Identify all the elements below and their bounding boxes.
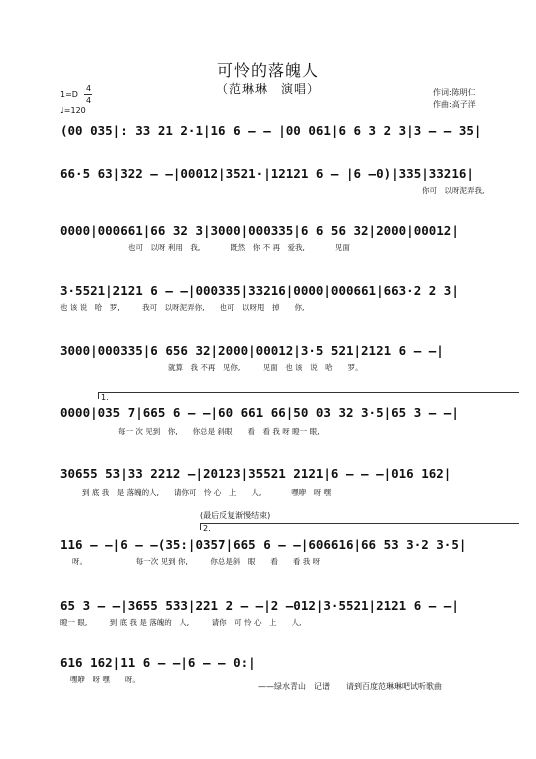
tempo-mark: ♩=120 xyxy=(60,106,86,115)
score-line-1-notes: (00 035|: 33 21 2·1|16 6 — — |00 061|6 6 3 2 3|3 — — 35| xyxy=(60,123,482,138)
score-line-8-notes: 116 — —|6 — —(35:|0357|665 6 — —|606616|66 53 3·2 3·5| xyxy=(60,537,467,552)
volta-2-bracket xyxy=(200,523,519,530)
score-line-10-notes: 616 162|11 6 — —|6 — — 0:| xyxy=(60,655,256,670)
key-signature: 1=D xyxy=(60,90,78,99)
volta-1-label: 1. xyxy=(101,393,109,402)
score-line-2-lyrics: 你可 以呀泥弄我, xyxy=(422,186,485,195)
score-line-6-notes: 0000|035 7|665 6 — —|60 661 66|50 03 32 3·5|65 3 — —| xyxy=(60,405,459,420)
time-signature-bottom: 4 xyxy=(86,96,92,105)
score-line-9-lyrics: 瞪一 眼, 到 底 我 是 落魄的 人, 请你 可 怜 心 上 人, xyxy=(60,618,302,627)
song-subtitle: （范琳琳 演唱） xyxy=(215,82,320,96)
time-signature-top: 4 xyxy=(86,84,92,93)
score-line-3-notes: 0000|000661|66 32 3|3000|000335|6 6 56 32|2000|00012| xyxy=(60,223,459,238)
score-line-10-lyrics: 嘿咿 呀 嘿 呀。 xyxy=(70,675,140,684)
time-signature-bar xyxy=(84,94,92,95)
score-line-2-notes: 66·5 63|322 — —|00012|3521·|12121 6 — |6 —0)|335|33216| xyxy=(60,166,474,181)
composer-credit: 作曲:高子洋 xyxy=(433,100,476,109)
score-line-5-notes: 3000|000335|6 656 32|2000|00012|3·5 521|2121 6 — —| xyxy=(60,343,444,358)
song-title: 可怜的落魄人 xyxy=(216,61,319,80)
score-line-7-lyrics: 到 底 我 是 落魄的人, 请你可 怜 心 上 人, 嘿咿 呀 嘿 xyxy=(82,488,332,497)
transcriber-credit: ——绿水青山 记谱 请到百度范琳琳吧试听歌曲 xyxy=(258,682,442,691)
repeat-instruction: (最后反复渐慢结束) xyxy=(200,511,271,520)
score-line-9-notes: 65 3 — —|3655 533|221 2 — —|2 —012|3·5521|2121 6 — —| xyxy=(60,598,459,613)
score-line-7-notes: 30655 53|33 2212 —|20123|35521 2121|6 — — —|016 162| xyxy=(60,466,452,481)
score-line-6-lyrics: 每一 次 见到 你, 你总是 斜眼 看 看 我 呀 瞪一 眼, xyxy=(118,427,320,436)
score-line-5-lyrics: 就算 我 不再 见你, 见面 也 该 说 哈 罗。 xyxy=(168,363,363,372)
lyricist-credit: 作词:陈明仁 xyxy=(433,88,476,97)
score-line-4-notes: 3·5521|2121 6 — —|000335|33216|0000|000661|663·2 2 3| xyxy=(60,283,459,298)
volta-2-label: 2. xyxy=(203,524,211,533)
score-line-3-lyrics: 也可 以呀 利用 我, 既然 你 不 再 爱我, 见面 xyxy=(128,243,350,252)
score-line-4-lyrics: 也 该 说 哈 罗, 我可 以呀泥弄你, 也可 以呀甩 掉 你, xyxy=(60,303,305,312)
score-line-8-lyrics: 呀。 每一次 见到 你, 你总是斜 眼 看 看 我 呀 xyxy=(72,557,321,566)
volta-1-bracket xyxy=(98,392,519,399)
